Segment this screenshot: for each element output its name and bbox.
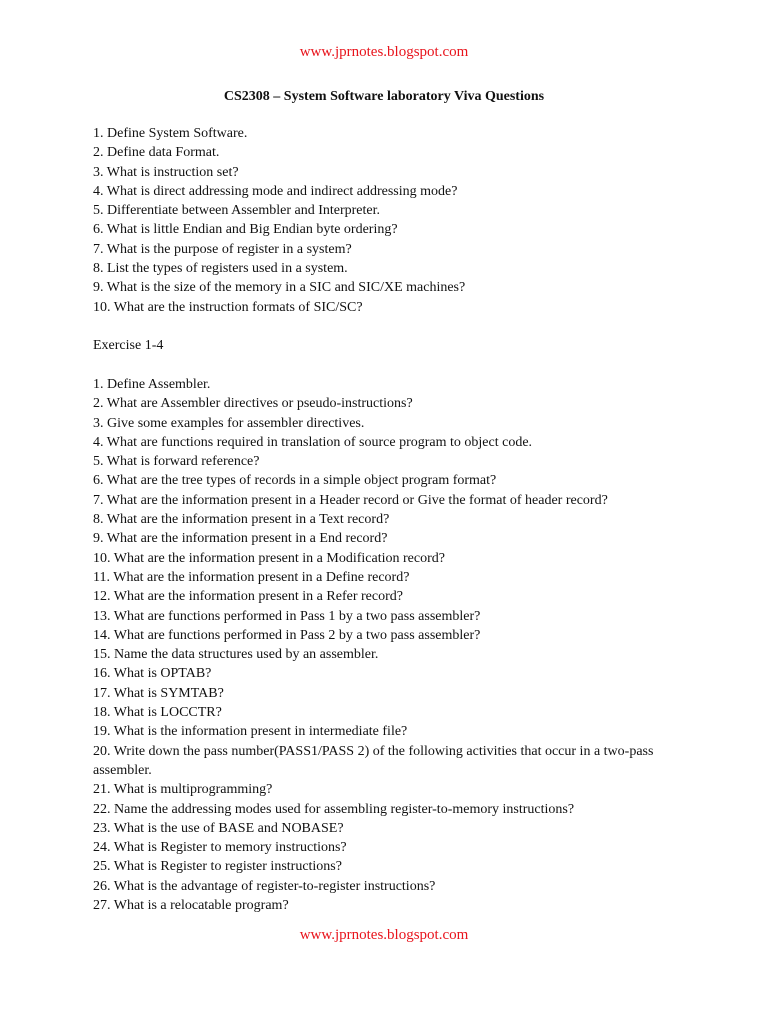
- question-item: 10. What are the instruction formats of SIC/SC?: [93, 299, 363, 315]
- question-item: 7. What is the purpose of register in a system?: [93, 241, 352, 257]
- question-item: 4. What is direct addressing mode and indirect addressing mode?: [93, 183, 458, 199]
- question-item: 17. What is SYMTAB?: [93, 685, 224, 701]
- question-item: 8. List the types of registers used in a system.: [93, 261, 348, 277]
- question-item: 22. Name the addressing modes used for assembling register-to-memory instructions?: [93, 801, 575, 817]
- question-item: 25. What is Register to register instructions?: [93, 859, 342, 875]
- question-item: 2. Define data Format.: [93, 145, 220, 161]
- question-item: 21. What is multiprogramming?: [93, 782, 273, 798]
- question-item: 3. Give some examples for assembler directives.: [93, 415, 365, 431]
- exercise-heading: Exercise 1-4: [93, 338, 164, 353]
- question-item: 6. What is little Endian and Big Endian byte ordering?: [93, 222, 398, 238]
- question-item: 5. Differentiate between Assembler and Interpreter.: [93, 203, 381, 219]
- question-item: 27. What is a relocatable program?: [93, 898, 289, 914]
- question-item: 26. What is the advantage of register-to-register instructions?: [93, 878, 436, 894]
- question-item: 7. What are the information present in a Header record or Give the format of header record?: [93, 492, 608, 508]
- question-item: 12. What are the information present in a Refer record?: [93, 589, 403, 605]
- question-item: 23. What is the use of BASE and NOBASE?: [93, 820, 344, 836]
- question-item: 2. What are Assembler directives or pseudo-instructions?: [93, 396, 413, 412]
- question-item: 3. What is instruction set?: [93, 164, 239, 180]
- question-item: 24. What is Register to memory instructions?: [93, 840, 347, 856]
- intro-question-list: [93, 124, 683, 317]
- question-item: 8. What are the information present in a Text record?: [93, 512, 390, 528]
- footer-blog-link[interactable]: www.jprnotes.blogspot.com: [299, 927, 469, 943]
- question-item: 1. Define Assembler.: [93, 377, 211, 392]
- question-item: 10. What are the information present in a Modification record?: [93, 550, 445, 566]
- question-item: 15. Name the data structures used by an assembler.: [93, 647, 379, 663]
- question-item: 14. What are functions performed in Pass 2 by a two pass assembler?: [93, 627, 481, 643]
- page-title: CS2308 – System Software laboratory Viva Questions: [223, 89, 545, 104]
- question-item: 5. What is forward reference?: [93, 454, 260, 470]
- question-item: 9. What is the size of the memory in a SIC and SIC/XE machines?: [93, 280, 466, 296]
- question-item: 1. Define System Software.: [93, 126, 248, 141]
- question-item: 20. Write down the pass number(PASS1/PASS 2) of the following activities that occur in a two-pass assembler.: [93, 743, 654, 778]
- question-item: 11. What are the information present in a Define record?: [93, 569, 410, 585]
- question-item: 9. What are the information present in a End record?: [93, 531, 388, 547]
- question-item: 13. What are functions performed in Pass 1 by a two pass assembler?: [93, 608, 481, 624]
- question-item: 6. What are the tree types of records in a simple object program format?: [93, 473, 497, 489]
- question-item: 16. What is OPTAB?: [93, 666, 212, 682]
- question-item: 19. What is the information present in intermediate file?: [93, 724, 408, 740]
- question-item: 18. What is LOCCTR?: [93, 705, 222, 721]
- exercise-question-list: [93, 375, 683, 915]
- header-blog-link[interactable]: www.jprnotes.blogspot.com: [299, 44, 469, 60]
- question-item: 4. What are functions required in translation of source program to object code.: [93, 434, 533, 450]
